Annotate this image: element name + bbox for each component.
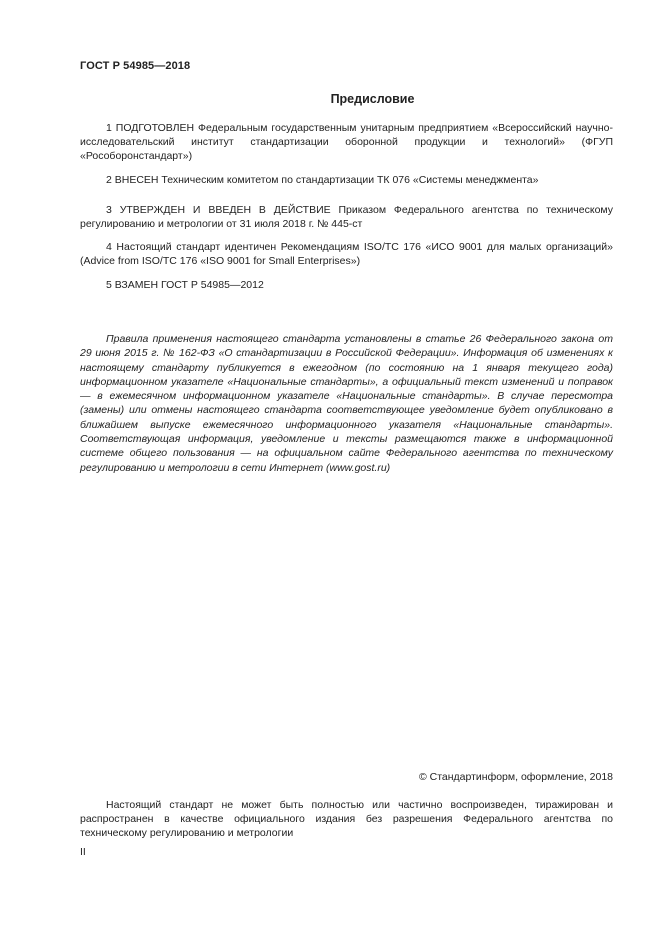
document-number-header: ГОСТ Р 54985—2018 — [80, 60, 191, 72]
foreword-item-3: 3 УТВЕРЖДЕН И ВВЕДЕН В ДЕЙСТВИЕ Приказом Федерального агентства по техническому регулированию и метрологии от 31 июля 2018 г. № 445-ст — [80, 204, 613, 230]
page-number: II — [80, 846, 86, 858]
section-title: Предисловие — [330, 92, 415, 106]
foreword-item-1: 1 ПОДГОТОВЛЕН Федеральным государственным унитарным предприятием «Всероссийский научно-исследовательский институт стандартизации оборонной продукции и технологий» (ФГУП «Рособоронстандарт») — [80, 122, 613, 162]
copyright-line: © Стандартинформ, оформление, 2018 — [418, 771, 613, 783]
reproduction-notice: Настоящий стандарт не может быть полностью или частично воспроизведен, тиражирован и распространен в качестве официального издания без разрешения Федерального агентства по техническому регулированию и метрологии — [80, 799, 613, 839]
application-rules-notice: Правила применения настоящего стандарта установлены в статье 26 Федерального закона от 29 июня 2015 г. № 162-ФЗ «О стандартизации в Российской Федерации». Информация об изменениях к настоящему стандарту публикуется в ежегодном (по состоянию на 1 января текущего года) информационном указателе «Национальные стандарты», а официальный текст изменений и поправок — в ежемесячном информационном указателе «Национальные стандарты». В случае пересмотра (замены) или отмены настоящего стандарта соответствующее уведомление будет опубликовано в ближайшем выпуске ежемесячного информационного указателя «Национальные стандарты». Соответствующая информация, уведомление и тексты размещаются также в информационной системе общего пользования — на официальном сайте Федерального агентства по техническому регулированию и метрологии в сети Интернет (www.gost.ru) — [80, 333, 613, 474]
foreword-item-5: 5 ВЗАМЕН ГОСТ Р 54985—2012 — [106, 279, 264, 291]
foreword-item-2: 2 ВНЕСЕН Техническим комитетом по стандартизации ТК 076 «Системы менеджмента» — [106, 174, 539, 186]
foreword-item-4: 4 Настоящий стандарт идентичен Рекомендациям ISO/TC 176 «ИСО 9001 для малых организаций» (Advice from ISO/TC 176 «ISO 9001 for Small Enterprises») — [80, 241, 613, 267]
